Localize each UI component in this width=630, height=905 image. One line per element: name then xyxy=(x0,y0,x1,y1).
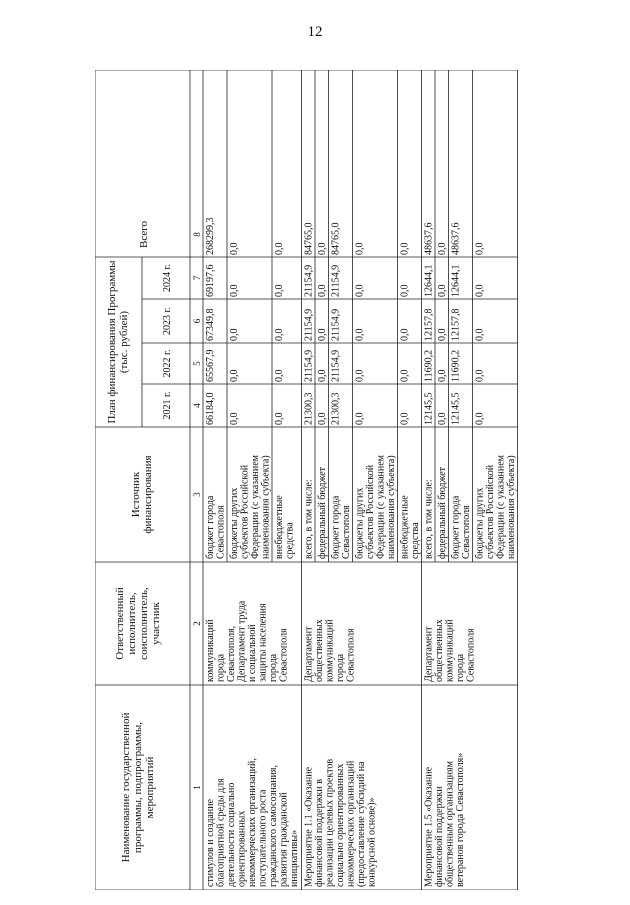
funding-source-line: наименования субъекта) xyxy=(260,455,272,559)
column-number: 7 xyxy=(192,275,202,281)
budget-value: 0,0 xyxy=(354,412,366,425)
header-executor: участник xyxy=(150,602,162,645)
budget-value: 0,0 xyxy=(317,412,328,425)
header-year: 2022 г. xyxy=(162,349,173,378)
budget-value: 0,0 xyxy=(474,284,486,297)
budget-value: 65567,9 xyxy=(205,349,216,382)
funding-source-line: внебюджетные xyxy=(399,495,411,559)
funding-source-line: Федерации (с указанием xyxy=(250,455,261,559)
budget-value: 66184,0 xyxy=(205,392,216,425)
budget-value: 0,0 xyxy=(354,242,366,255)
funding-source-line: Севастополя xyxy=(461,505,472,559)
budget-value: 0,0 xyxy=(437,328,448,341)
budget-value: 21154,9 xyxy=(303,264,315,297)
budget-value: 0,0 xyxy=(437,284,448,297)
budget-value: 0,0 xyxy=(354,328,366,341)
funding-source-line: средства xyxy=(410,522,421,559)
program-name-line: ориентированных xyxy=(236,810,248,887)
program-name-line: общественным организациям xyxy=(444,761,456,887)
executor-line: города xyxy=(268,653,279,682)
program-name-line: финансовой поддержки в xyxy=(314,779,325,887)
header-name: мероприятий xyxy=(144,756,156,819)
executor-line: города xyxy=(215,653,227,682)
budget-value: 268299,3 xyxy=(205,217,216,255)
header-year: 2021 г. xyxy=(162,391,173,420)
executor-line: города xyxy=(455,653,466,682)
table-body xyxy=(95,70,518,890)
column-number: 4 xyxy=(192,403,202,408)
column-number: 2 xyxy=(192,621,202,626)
budget-value: 84765,0 xyxy=(330,222,342,255)
budget-value: 0,0 xyxy=(229,242,240,255)
budget-value: 0,0 xyxy=(274,284,285,297)
budget-value: 12157,8 xyxy=(423,308,435,341)
budget-value: 0,0 xyxy=(229,284,240,297)
funding-source-line: Федерации (с указанием xyxy=(375,455,387,559)
budget-value: 0,0 xyxy=(437,412,448,425)
budget-value: 0,0 xyxy=(317,284,328,297)
header-year: 2024 г. xyxy=(162,264,173,292)
program-name-line: ветеранов города Севастополя» xyxy=(455,752,466,887)
executor-line: Севастополя xyxy=(278,628,290,682)
budget-value: 0,0 xyxy=(274,328,285,341)
program-name-line: реализации целевых проектов xyxy=(324,758,336,887)
column-number: 6 xyxy=(192,318,202,324)
budget-value: 0,0 xyxy=(399,242,411,255)
budget-value: 0,0 xyxy=(474,369,486,382)
budget-value: 0,0 xyxy=(354,284,366,297)
program-name-line: инициативы» xyxy=(289,829,300,887)
budget-value: 12145,5 xyxy=(423,392,435,425)
budget-value: 0,0 xyxy=(274,412,285,425)
funding-source-line: бюджеты других xyxy=(354,487,366,559)
budget-value: 0,0 xyxy=(474,412,486,425)
header-source: финансирования xyxy=(142,455,154,534)
funding-source-line: субъектов Российской xyxy=(485,464,496,559)
budget-value: 12145,5 xyxy=(450,392,462,425)
budget-value: 0,0 xyxy=(274,242,285,255)
header-total: Всего xyxy=(138,221,150,248)
funding-source-line: наименования субъекта) xyxy=(506,455,517,559)
budget-value: 0,0 xyxy=(317,369,328,382)
funding-source-line: субъектов Российской xyxy=(365,464,376,559)
program-name-line: поступательного роста xyxy=(257,789,269,887)
budget-value: 0,0 xyxy=(317,242,328,255)
budget-value: 84765,0 xyxy=(303,222,315,255)
funding-source-line: бюджет города xyxy=(330,495,342,559)
column-number: 1 xyxy=(192,785,202,790)
budget-value: 0,0 xyxy=(274,369,285,382)
header-executor: соисполнитель, xyxy=(138,587,150,660)
funding-source-line: Федерации (с указанием xyxy=(495,455,507,559)
header-name: программы, подпрограммы, xyxy=(132,721,144,854)
funding-source-line: бюджеты других xyxy=(474,487,486,559)
executor-line: коммуникаций xyxy=(205,619,216,682)
header-executor: Ответственный xyxy=(114,587,126,660)
budget-value: 0,0 xyxy=(229,412,240,425)
budget-value: 21300,3 xyxy=(330,392,342,425)
budget-value: 48637,6 xyxy=(423,222,435,255)
funding-source-line: внебюджетные xyxy=(274,495,285,559)
executor-line: города xyxy=(335,653,346,682)
header-name: Наименование государственной xyxy=(120,712,132,863)
funding-source-line: бюджет города xyxy=(205,495,216,559)
executor-line: и социальной xyxy=(247,624,258,682)
program-name-line: (предоставление субсидий на xyxy=(356,761,367,887)
executor-line: Севастополя xyxy=(465,628,477,682)
budget-value: 0,0 xyxy=(399,284,411,297)
program-name-line: Мероприятие 1.5 «Оказание xyxy=(423,766,435,887)
budget-value: 21154,9 xyxy=(330,264,342,297)
budget-value: 67349,8 xyxy=(205,308,216,341)
funding-source-line: Севастополя xyxy=(215,505,227,559)
executor-line: общественных xyxy=(434,619,445,682)
budget-value: 12644,1 xyxy=(423,264,435,297)
executor-line: Департамент xyxy=(423,626,435,682)
program-name-line: развития гражданской xyxy=(278,792,290,887)
budget-value: 12157,8 xyxy=(450,308,462,341)
program-name-line: финансовой поддержки xyxy=(434,786,445,887)
budget-value: 21154,9 xyxy=(330,349,342,382)
program-name-line: благоприятной среды для xyxy=(215,778,227,887)
header-year: 2023 г. xyxy=(162,307,173,335)
column-number: 3 xyxy=(192,492,202,497)
executor-line: Департамент xyxy=(303,626,315,682)
executor-line: защиты населения xyxy=(257,603,269,682)
funding-source-line: бюджет города xyxy=(450,495,462,559)
page-number: 12 xyxy=(307,24,323,40)
program-name-line: деятельности социально xyxy=(226,782,237,887)
budget-table xyxy=(95,70,535,890)
funding-source-line: средства xyxy=(284,522,296,559)
budget-value: 0,0 xyxy=(399,412,411,425)
program-name-line: гражданского самосознания, xyxy=(268,764,279,887)
funding-source-line: бюджеты других xyxy=(229,487,240,559)
budget-value: 0,0 xyxy=(437,242,448,255)
budget-value: 0,0 xyxy=(399,328,411,341)
budget-value: 69197,6 xyxy=(205,264,216,297)
program-name-line: конкурсной основе)» xyxy=(366,797,378,887)
budget-value: 0,0 xyxy=(354,369,366,382)
executor-line: Департамент труда xyxy=(236,600,248,682)
budget-value: 0,0 xyxy=(437,369,448,382)
header-plan: План финансирования Программы xyxy=(106,260,118,424)
budget-value: 0,0 xyxy=(317,328,328,341)
funding-source-line: всего, в том числе: xyxy=(303,479,315,559)
budget-value: 12644,1 xyxy=(450,264,462,297)
budget-value: 0,0 xyxy=(229,369,240,382)
budget-value: 0,0 xyxy=(229,328,240,341)
budget-value: 21154,9 xyxy=(303,308,315,341)
funding-source-line: федеральный бюджет xyxy=(317,466,328,559)
header-executor: исполнитель, xyxy=(126,592,138,655)
budget-value: 21154,9 xyxy=(330,308,342,341)
column-number: 8 xyxy=(192,232,202,237)
executor-line: Севастополя xyxy=(345,628,357,682)
rotated-table-wrapper xyxy=(95,70,535,890)
column-number: 5 xyxy=(192,361,202,366)
funding-source-line: федеральный бюджет xyxy=(437,466,448,559)
funding-source-line: наименования субъекта) xyxy=(386,455,397,559)
budget-value: 0,0 xyxy=(399,369,411,382)
budget-value: 11690,2 xyxy=(450,349,462,382)
program-name-line: стимулов и создание xyxy=(205,799,216,887)
header-source: Источник xyxy=(130,471,142,518)
budget-value: 48637,6 xyxy=(450,222,462,255)
funding-source-line: субъектов Российской xyxy=(239,464,251,559)
program-name-line: Мероприятие 1.1 «Оказание xyxy=(303,766,315,887)
funding-source-line: всего, в том числе: xyxy=(423,479,435,559)
header-plan: (тыс. рублей) xyxy=(118,310,130,374)
executor-line: общественных xyxy=(314,619,325,682)
budget-value: 21154,9 xyxy=(303,349,315,382)
executor-line: коммуникаций xyxy=(324,619,336,682)
program-name-line: социально ориентированных xyxy=(335,763,346,887)
executor-line: Севастополя, xyxy=(226,625,237,682)
budget-value: 0,0 xyxy=(474,242,486,255)
budget-value: 21300,3 xyxy=(303,392,315,425)
executor-line: коммуникаций xyxy=(444,619,456,682)
funding-source-line: Севастополя xyxy=(341,505,352,559)
budget-value: 11690,2 xyxy=(423,349,435,382)
budget-value: 0,0 xyxy=(474,328,486,341)
program-name-line: некоммерческих организаций, xyxy=(247,758,258,887)
program-name-line: некоммерческих организаций xyxy=(345,760,357,887)
